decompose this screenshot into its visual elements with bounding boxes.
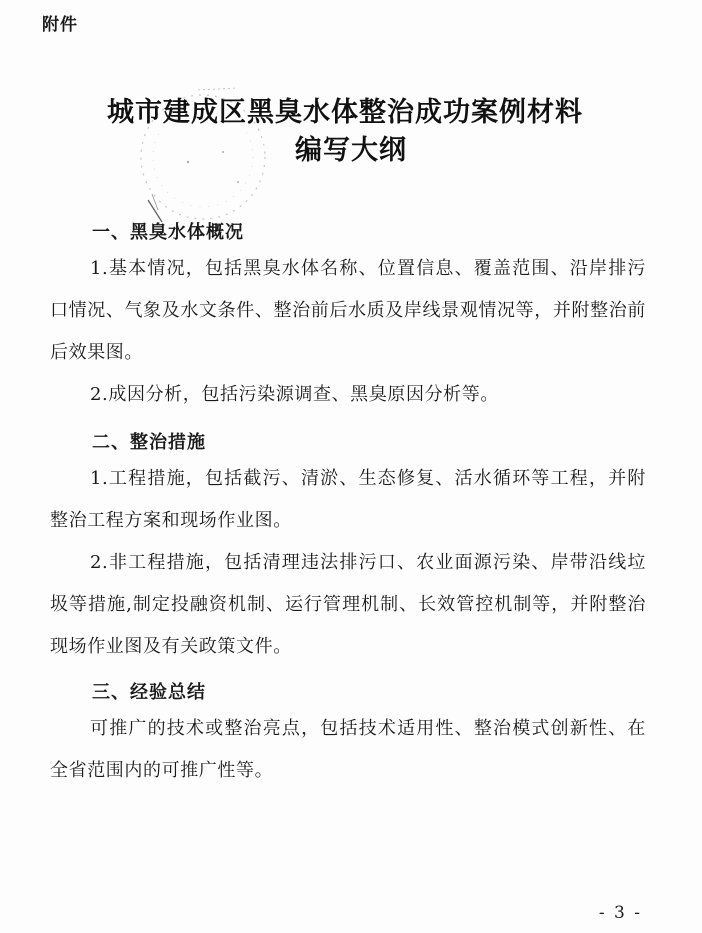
document-title-line-1: 城市建成区黑臭水体整治成功案例材料 — [107, 97, 583, 128]
paragraph-non-engineering-measures: 2.非工程措施，包括清理违法排污口、农业面源污染、岸带沿线垃圾等措施,制定投融资机制、运行管理机制、长效管控机制等，并附整治现场作业图及有关政策文件。 — [50, 552, 646, 657]
attachment-label: 附件 — [42, 15, 78, 35]
section-heading-summary: 三、经验总结 — [92, 682, 206, 703]
paragraph-experience-summary: 可推广的技术或整治亮点，包括技术适用性、整治模式创新性、在全省范围内的可推广性等。 — [50, 718, 646, 781]
section-heading-overview: 一、黑臭水体概况 — [92, 222, 244, 243]
paragraph-cause-analysis: 2.成因分析，包括污染源调查、黑臭原因分析等。 — [90, 384, 499, 405]
page-number: - 3 - — [598, 903, 642, 923]
paragraph-engineering-measures: 1.工程措施，包括截污、清淤、生态修复、活水循环等工程，并附整治工程方案和现场作业图。 — [50, 468, 646, 531]
document-title-line-2: 编写大纲 — [295, 135, 407, 166]
paragraph-basic-info: 1.基本情况，包括黑臭水体名称、位置信息、覆盖范围、沿岸排污口情况、气象及水文条件、整治前后水质及岸线景观情况等，并附整治前后效果图。 — [50, 258, 646, 363]
section-heading-measures: 二、整治措施 — [92, 432, 206, 453]
